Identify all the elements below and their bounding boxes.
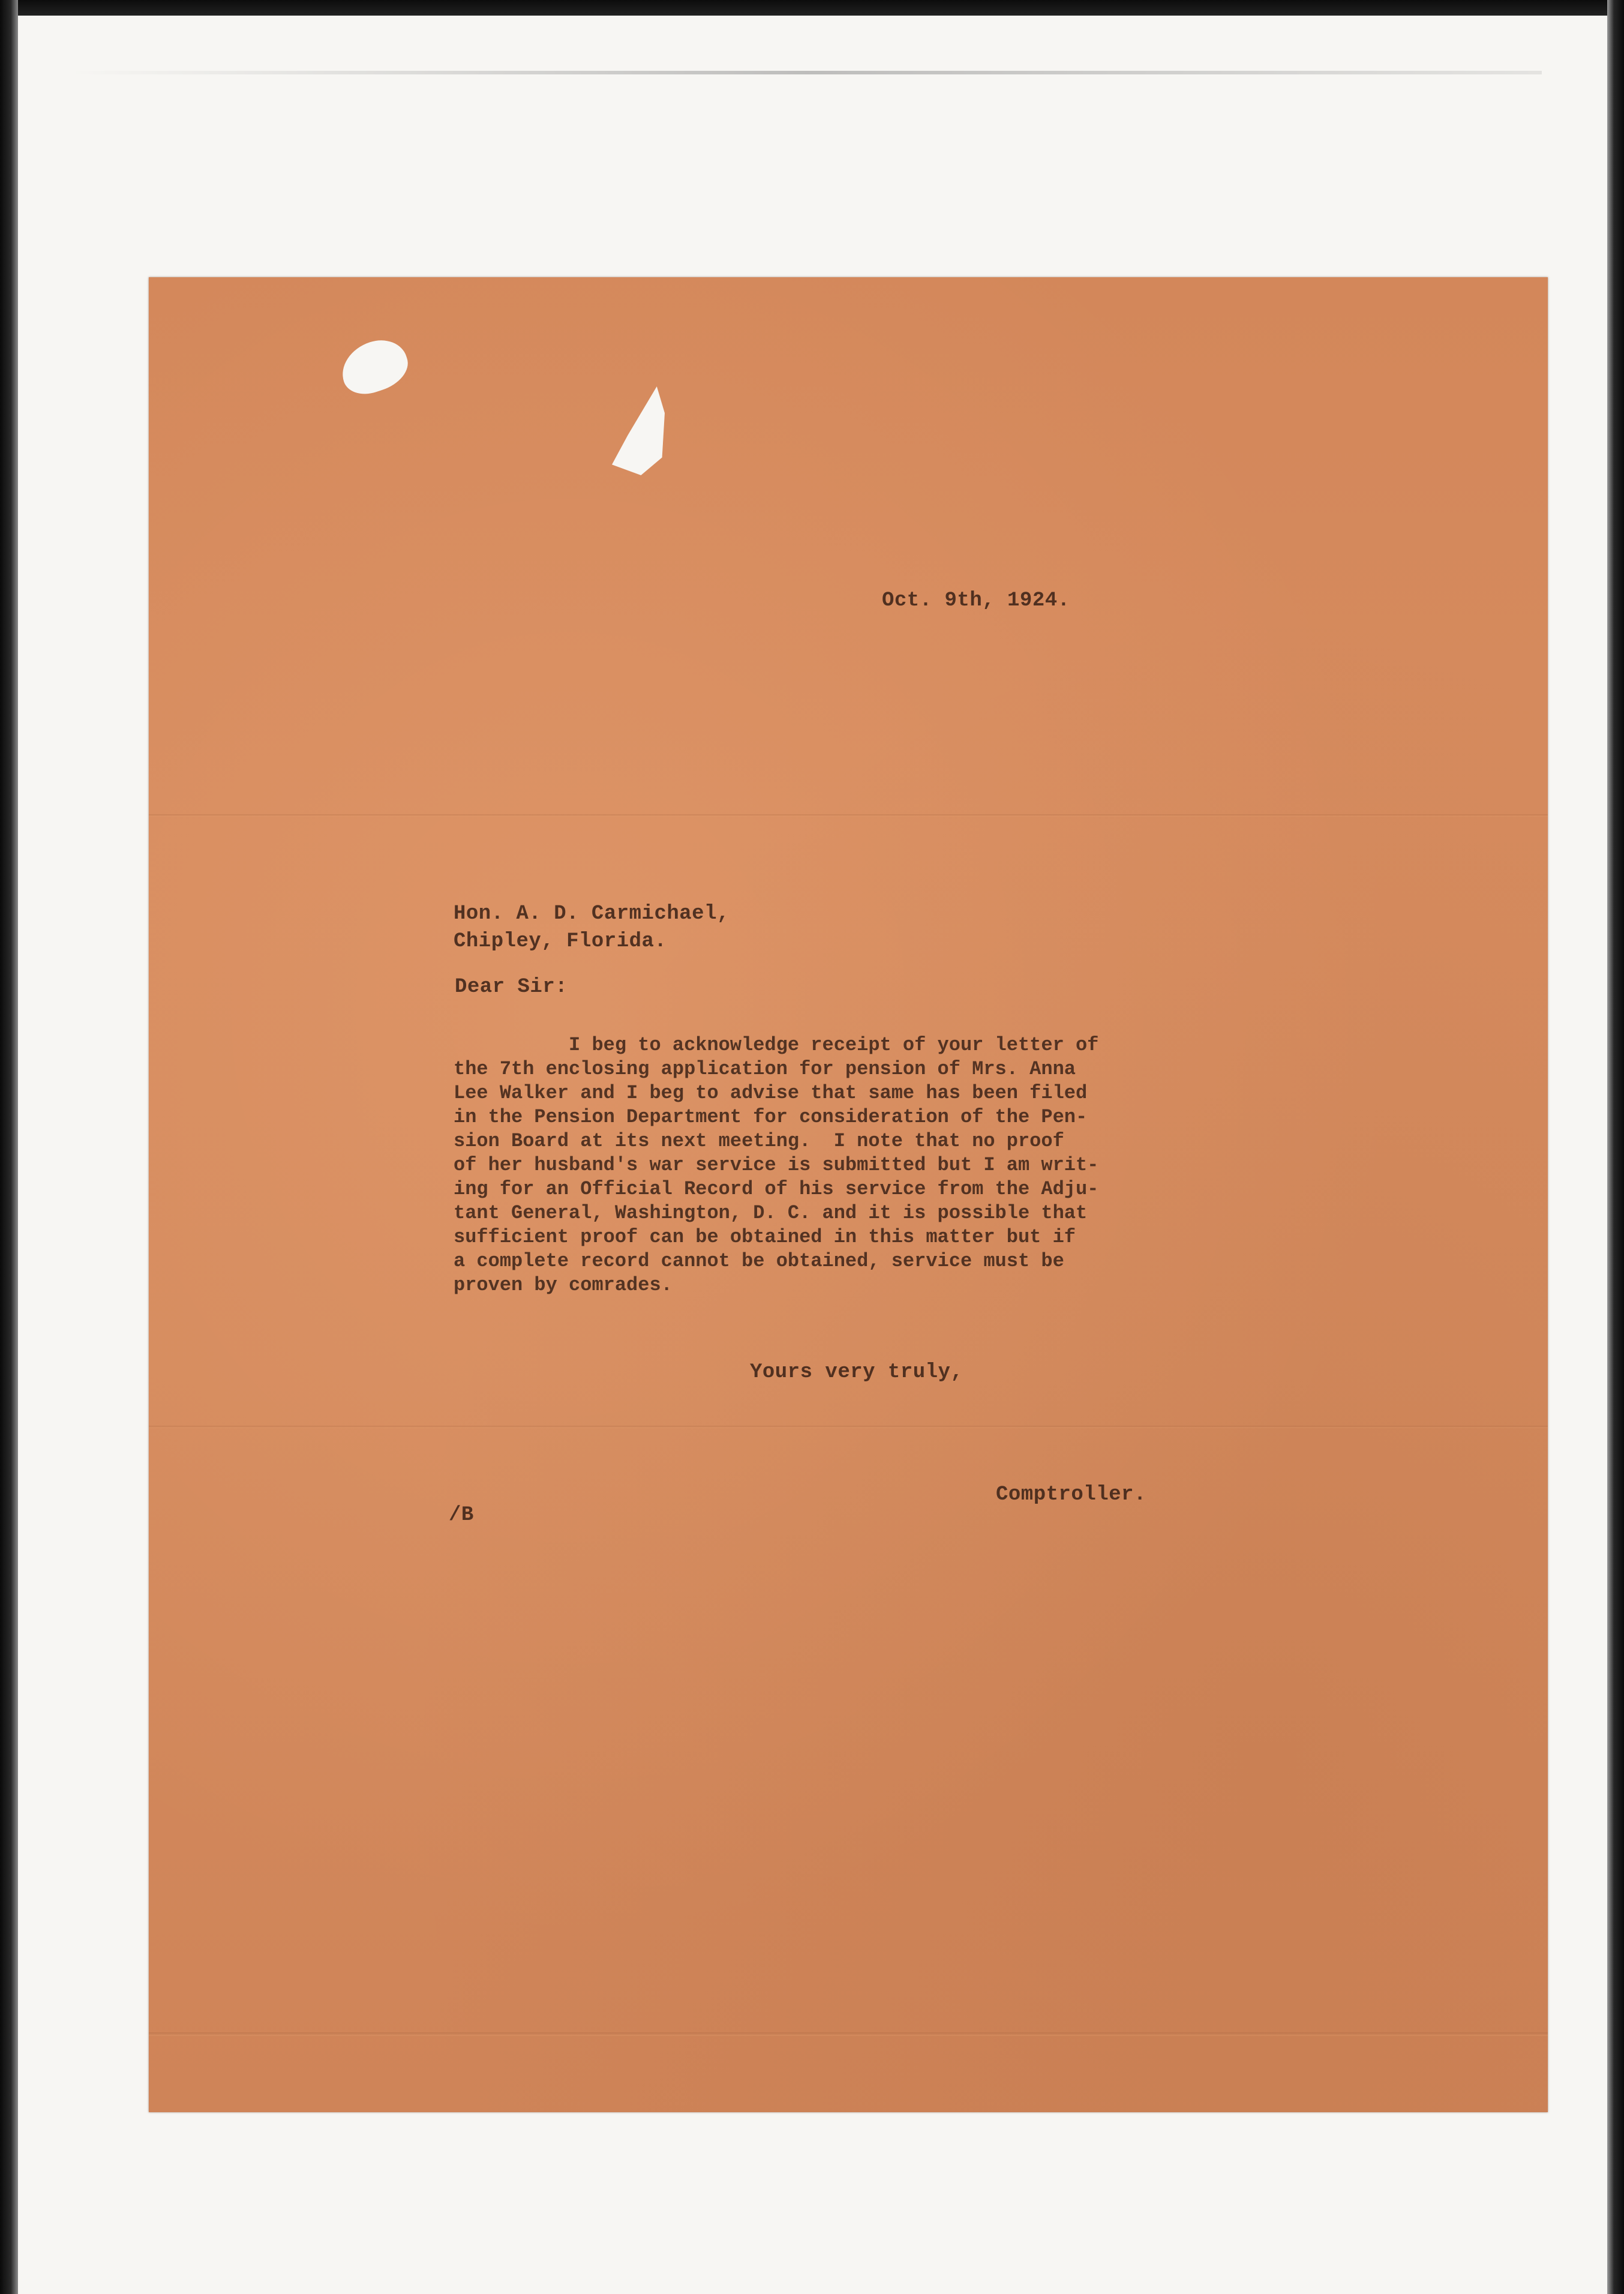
scan-artifact-line bbox=[72, 71, 1542, 74]
signature-title: Comptroller. bbox=[996, 1483, 1146, 1506]
body-line: tant General, Washington, D. C. and it is possible that bbox=[454, 1202, 1088, 1224]
body-line: sufficient proof can be obtained in this matter but if bbox=[454, 1226, 1076, 1248]
letter-date: Oct. 9th, 1924. bbox=[882, 589, 1070, 612]
letter-body bbox=[454, 1033, 1098, 1297]
typist-initials: /B bbox=[449, 1504, 474, 1527]
body-line: a complete record cannot be obtained, service must be bbox=[454, 1250, 1064, 1272]
body-line: sion Board at its next meeting. I note that no proof bbox=[454, 1130, 1064, 1152]
scanner-right-edge bbox=[1607, 0, 1624, 2294]
letter-sheet bbox=[149, 277, 1548, 2112]
scanner-top-edge bbox=[0, 0, 1624, 16]
body-line: of her husband's war service is submitted but I am writ- bbox=[454, 1154, 1099, 1176]
body-line: proven by comrades. bbox=[454, 1274, 673, 1296]
paper-tear bbox=[612, 386, 665, 475]
fold-crease bbox=[149, 814, 1548, 817]
complimentary-closing: Yours very truly, bbox=[750, 1361, 963, 1384]
fold-crease bbox=[149, 1426, 1548, 1428]
salutation: Dear Sir: bbox=[455, 976, 568, 998]
fold-crease bbox=[149, 2032, 1548, 2036]
body-line: the 7th enclosing application for pension of Mrs. Anna bbox=[454, 1058, 1076, 1080]
paper-hole bbox=[335, 333, 414, 401]
body-line: I beg to acknowledge receipt of your letter of bbox=[454, 1034, 1099, 1056]
body-line: ing for an Official Record of his service from the Adju- bbox=[454, 1178, 1099, 1200]
body-line: in the Pension Department for consideration of the Pen- bbox=[454, 1106, 1088, 1128]
body-line: Lee Walker and I beg to advise that same has been filed bbox=[454, 1082, 1088, 1104]
recipient-name: Hon. A. D. Carmichael, bbox=[454, 902, 730, 925]
scanner-left-edge bbox=[0, 0, 18, 2294]
recipient-location: Chipley, Florida. bbox=[454, 930, 667, 953]
